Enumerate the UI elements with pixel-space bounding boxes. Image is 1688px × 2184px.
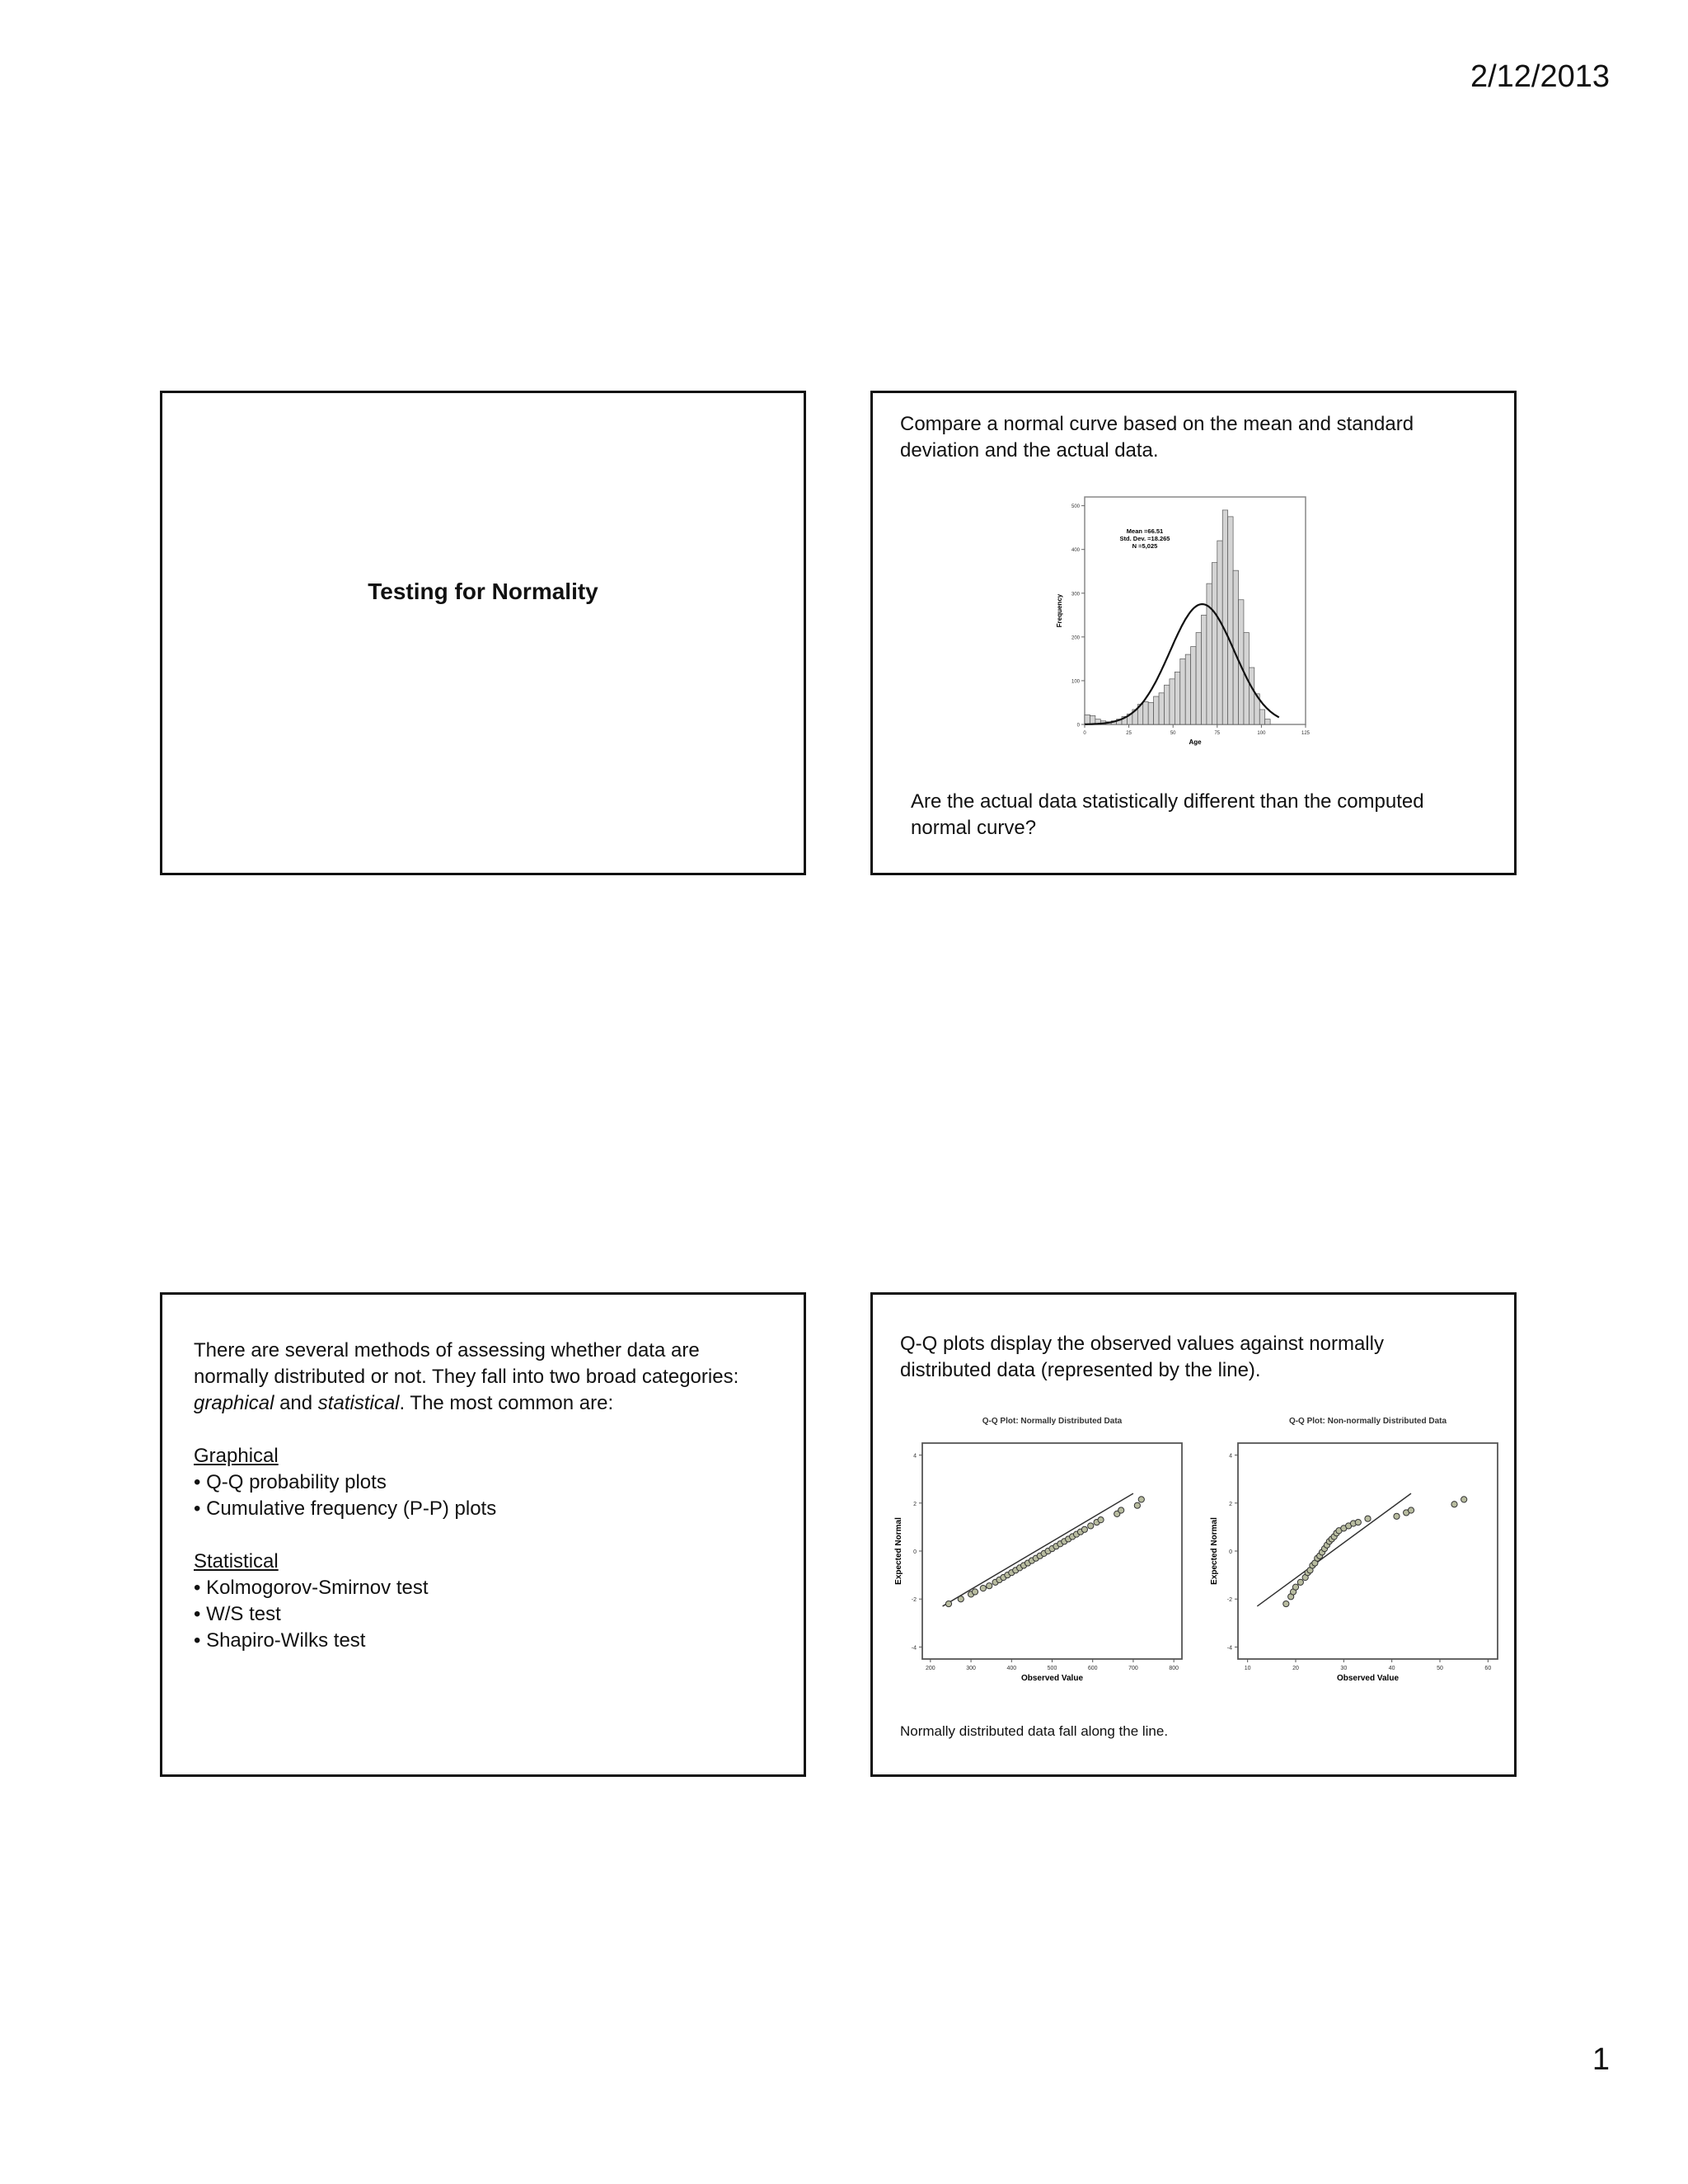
histogram-bar	[1228, 517, 1233, 724]
data-point	[1461, 1497, 1467, 1502]
x-axis-label: Age	[1189, 738, 1202, 746]
graphical-list-item: • Cumulative frequency (P-P) plots	[194, 1497, 497, 1520]
y-tick-label: -2	[1226, 1597, 1232, 1604]
x-tick-label: 400	[1006, 1666, 1017, 1671]
y-tick-label: 4	[913, 1453, 917, 1460]
y-tick-label: 2	[913, 1501, 917, 1507]
x-tick-label: 10	[1244, 1666, 1251, 1671]
histogram-bar	[1249, 668, 1254, 724]
slide-title: Testing for Normality	[368, 579, 598, 604]
x-tick-label: 600	[1087, 1666, 1098, 1671]
histogram-bar	[1196, 633, 1201, 724]
data-point	[1292, 1584, 1298, 1590]
data-point	[1408, 1507, 1414, 1513]
slide-2-question-text: Are the actual data statistically different than the computed normal curve?	[911, 790, 1424, 839]
x-tick-label: 25	[1126, 731, 1132, 736]
histogram-bar	[1185, 654, 1190, 724]
data-point	[1118, 1507, 1124, 1513]
graphical-list-item: • Q-Q probability plots	[194, 1471, 387, 1493]
y-tick-label: 4	[1229, 1453, 1232, 1460]
qq-plot-nonnormal-chart	[1205, 1410, 1506, 1694]
x-tick-label: 75	[1214, 731, 1221, 736]
qq-chart-title: Q-Q Plot: Normally Distributed Data	[982, 1417, 1123, 1426]
x-axis-label: Observed Value	[1020, 1674, 1084, 1683]
histogram-bar	[1170, 679, 1175, 724]
stats-annotation: Std. Dev. =18.265	[1119, 535, 1170, 542]
histogram-bar	[1217, 541, 1222, 724]
histogram-bar	[1175, 672, 1179, 724]
data-point	[1297, 1579, 1303, 1585]
histogram-bar	[1191, 647, 1196, 724]
histogram-bar	[1143, 701, 1148, 724]
histogram-bar	[1265, 719, 1270, 724]
x-tick-label: 0	[1083, 731, 1086, 736]
slide-2-intro-text: Compare a normal curve based on the mean and standard deviation and the actual data.	[900, 413, 1414, 462]
plot-frame	[1238, 1443, 1498, 1659]
data-point	[1098, 1517, 1104, 1523]
age-histogram-chart	[1050, 492, 1314, 756]
x-tick-label: 800	[1169, 1666, 1179, 1671]
histogram-bar	[1202, 615, 1207, 724]
slide-4	[870, 1292, 1517, 1777]
page-number: 1	[1592, 2042, 1610, 2077]
histogram-bar	[1085, 715, 1090, 724]
y-tick-label: -4	[1226, 1645, 1232, 1652]
x-tick-label: 50	[1437, 1666, 1443, 1671]
data-point	[1365, 1516, 1371, 1521]
stats-annotation: Mean =66.51	[1126, 527, 1164, 535]
statistical-list-item: • Kolmogorov-Smirnov test	[194, 1577, 429, 1599]
x-tick-label: 40	[1388, 1666, 1395, 1671]
data-point	[980, 1586, 986, 1591]
x-tick-label: 200	[926, 1666, 935, 1671]
intro-statistical-term: statistical	[317, 1392, 400, 1414]
data-point	[1134, 1502, 1140, 1508]
y-tick-label: 200	[1071, 635, 1080, 641]
slide-4-caption: Normally distributed data fall along the line.	[900, 1723, 1169, 1739]
data-point	[1394, 1513, 1400, 1519]
y-tick-label: 0	[1076, 723, 1080, 729]
intro-graphical-term: graphical	[194, 1392, 274, 1414]
y-tick-label: 0	[1229, 1549, 1232, 1555]
data-point	[958, 1596, 964, 1602]
data-point	[1081, 1526, 1087, 1532]
data-point	[1355, 1519, 1361, 1525]
data-point	[1138, 1497, 1144, 1502]
x-axis-label: Observed Value	[1336, 1674, 1400, 1683]
histogram-bar	[1159, 693, 1164, 724]
statistical-list-item: • W/S test	[194, 1603, 281, 1625]
statistical-list-item: • Shapiro-Wilks test	[194, 1629, 366, 1652]
x-tick-label: 20	[1292, 1666, 1299, 1671]
slide-1	[160, 391, 806, 875]
y-tick-label: 0	[913, 1549, 917, 1555]
intro-text-2: . The most common are:	[399, 1392, 614, 1414]
y-axis-label: Expected Normal	[894, 1517, 903, 1585]
histogram-bar	[1222, 510, 1227, 724]
y-tick-label: -2	[911, 1597, 917, 1604]
histogram-bar	[1212, 563, 1217, 724]
intro-text-1: There are several methods of assessing whether data are normally distributed or not. They fall into two broad categories:	[194, 1339, 739, 1388]
y-tick-label: 2	[1229, 1501, 1232, 1507]
y-tick-label: 400	[1071, 548, 1080, 554]
x-tick-label: 700	[1128, 1666, 1138, 1671]
y-tick-label: 300	[1071, 592, 1080, 598]
data-point	[1088, 1523, 1094, 1529]
x-tick-label: 500	[1047, 1666, 1057, 1671]
x-tick-label: 300	[966, 1666, 976, 1671]
x-tick-label: 30	[1340, 1666, 1348, 1671]
data-point	[1283, 1601, 1289, 1606]
y-axis-label: Frequency	[1056, 593, 1063, 628]
x-tick-label: 50	[1170, 731, 1176, 736]
slide-3-body	[194, 1338, 771, 1654]
qq-chart-title: Q-Q Plot: Non-normally Distributed Data	[1288, 1417, 1447, 1426]
x-tick-label: 100	[1257, 731, 1266, 736]
y-tick-label: -4	[911, 1645, 917, 1652]
graphical-heading: Graphical	[194, 1445, 279, 1467]
data-point	[1451, 1502, 1457, 1507]
spacer	[194, 1522, 771, 1549]
intro-and: and	[274, 1392, 318, 1414]
histogram-bar	[1154, 696, 1159, 724]
histogram-bar	[1259, 710, 1264, 724]
y-tick-label: 500	[1071, 504, 1080, 510]
slide-4-intro-text: Q-Q plots display the observed values against normally distributed data (represented by the line).	[900, 1333, 1384, 1381]
stats-annotation: N =5,025	[1132, 542, 1158, 550]
histogram-bar	[1233, 570, 1238, 724]
data-point	[945, 1601, 951, 1606]
data-point	[987, 1583, 992, 1589]
x-tick-label: 125	[1301, 731, 1311, 736]
statistical-heading: Statistical	[194, 1550, 279, 1572]
qq-plot-normal-chart	[889, 1410, 1190, 1694]
header-date: 2/12/2013	[1470, 59, 1610, 94]
slide-3	[160, 1292, 806, 1777]
y-tick-label: 100	[1071, 679, 1080, 685]
histogram-bar	[1164, 685, 1169, 724]
y-axis-label: Expected Normal	[1210, 1517, 1219, 1585]
slide-2	[870, 391, 1517, 875]
data-point	[972, 1589, 978, 1595]
x-tick-label: 60	[1484, 1666, 1492, 1671]
histogram-bar	[1180, 658, 1185, 724]
histogram-bar	[1148, 702, 1153, 724]
spacer	[194, 1417, 771, 1443]
